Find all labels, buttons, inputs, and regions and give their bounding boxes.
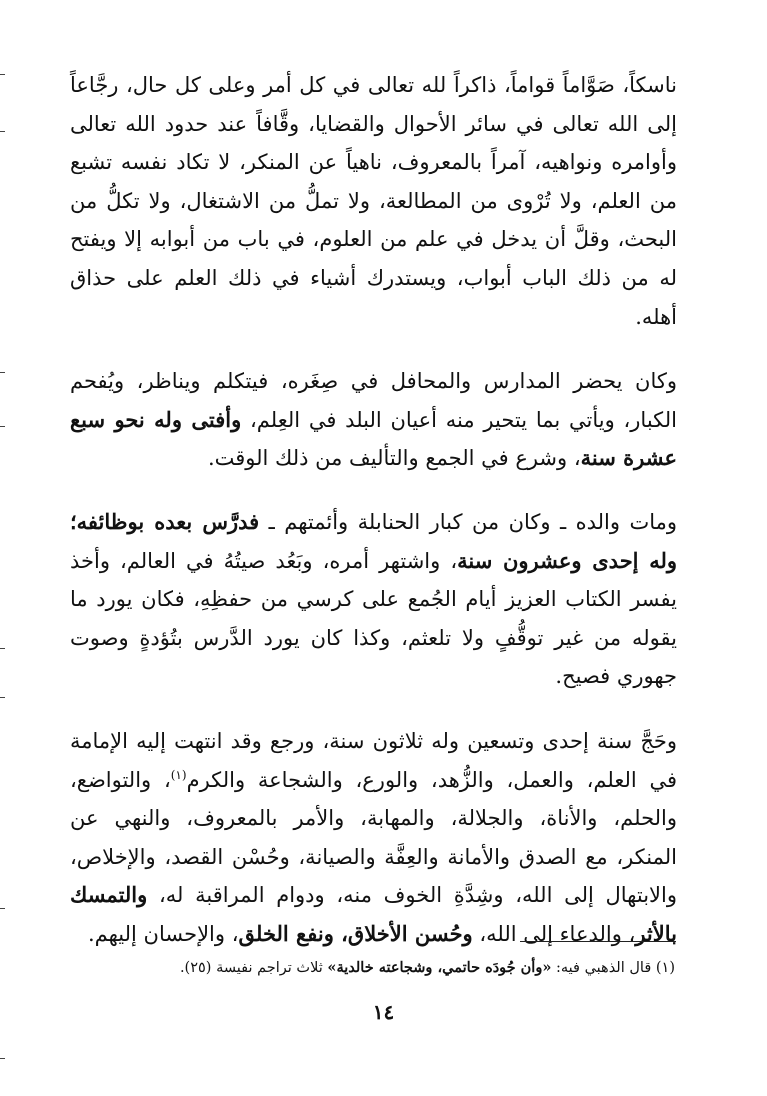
scan-edge-mark (0, 372, 5, 373)
scan-edge-mark (0, 1058, 5, 1059)
footnote-separator (520, 941, 676, 942)
page-number: ١٤ (372, 1000, 395, 1024)
paragraph-4-text-mid-2: ، والدعاء إلى الله، (472, 921, 636, 946)
paragraph-3-text-end: ، واشتهر أمره، وبَعُد صيتُهُ في العالم، وأخذ يفسر الكتاب العزيز أيام الجُمع على كرسي من حفظِهِ، فكان يورد ما يقوله من غير توقُّفٍ ولا تلعثم، وكذا كان يورد الدَّرس بتُؤدةٍ وصوت جهوري فصيح. (70, 548, 677, 689)
paragraph-4-bold-text-2: وحُسن الأخلاق، ونفع الخلق (238, 920, 473, 946)
paragraph-2-text-start: وكان يحضر المدارس والمحافل في صِغَره، فيتكلم ويناظر، ويُفحم الكبار، ويأتي بما يتحير منه أعيان البلد في العِلم، (70, 369, 677, 432)
paragraph-1-text: ناسكاً، صَوَّاماً قواماً، ذاكراً لله تعالى في كل أمر وعلى كل حال، رجَّاعاً إلى الله تعالى في سائر الأحوال والقضايا، وقَّافاً عند حدود الله تعالى وأوامره ونواهيه، آمراً بالمعروف، ناهياً عن المنكر، لا تكاد نفسه تشبع من العلم، ولا تُرْوى من المطالعة، ولا تملُّ من الاشتغال، ولا تكلُّ من البحث، وقلَّ أن يدخل في علم من العلوم، في باب من أبوابه إلا ويفتح له من ذلك الباب أبواب، ويستدرك أشياء في ذلك العلم على حذاق أهله. (70, 73, 677, 329)
paragraph-1 (70, 66, 677, 336)
footnote-number: (١) (655, 960, 675, 976)
paragraph-2 (70, 362, 677, 478)
paragraph-4-text-start: وحَجَّ سنة إحدى وتسعين وله ثلاثون سنة، ورجع وقد انتهت إليه الإمامة في العلم، والعمل، والزُّهد، والورع، والشجاعة والكرم (70, 728, 677, 792)
paragraph-4-text-mid-1: ، والتواضع، والحلم، والأناة، والجلالة، والمهابة، والأمر بالمعروف، والنهي عن المنكر، مع الصدق والأمانة والعِفَّة والصيانة، وحُسْن القصد، والإخلاص، والابتهال إلى الله، وشِدَّةِ الخوف منه، ودوام المراقبة له، (70, 767, 677, 908)
paragraph-3 (70, 503, 677, 696)
paragraph-2-bold-text: وأفتى وله نحو سبع عشرة سنة (70, 406, 677, 471)
scan-edge-mark (0, 74, 5, 75)
page-body (70, 66, 677, 953)
footnote (75, 958, 675, 978)
paragraph-2-text-end: ، وشرع في الجمع والتأليف من ذلك الوقت. (207, 446, 581, 471)
scan-edge-mark (0, 908, 5, 909)
paragraph-4-text-end: ، والإحسان إليهم. (87, 921, 239, 946)
footnote-quote: «وأن جُودَه حاتمي، وشجاعته خالدية» (327, 959, 552, 976)
scan-edge-mark (0, 648, 5, 649)
footnote-text-end: ثلاث تراجم نفيسة (٢٥). (179, 960, 328, 976)
scan-edge-mark (0, 131, 5, 132)
footnote-text-start: قال الذهبي فيه: (551, 960, 656, 976)
paragraph-3-text-start: ومات والده ـ وكان من كبار الحنابلة وأئمتهم ـ (259, 509, 677, 534)
paragraph-4 (70, 722, 677, 954)
paragraph-3-bold-text: فدرَّس بعده بوظائفه؛ وله إحدى وعشرون سنة (70, 508, 677, 573)
footnote-reference[interactable]: (١) (170, 767, 187, 782)
paragraph-4-bold-text-1: والتمسك بالأثر (70, 882, 677, 946)
scan-edge-mark (0, 697, 5, 698)
scan-edge-mark (0, 426, 5, 427)
